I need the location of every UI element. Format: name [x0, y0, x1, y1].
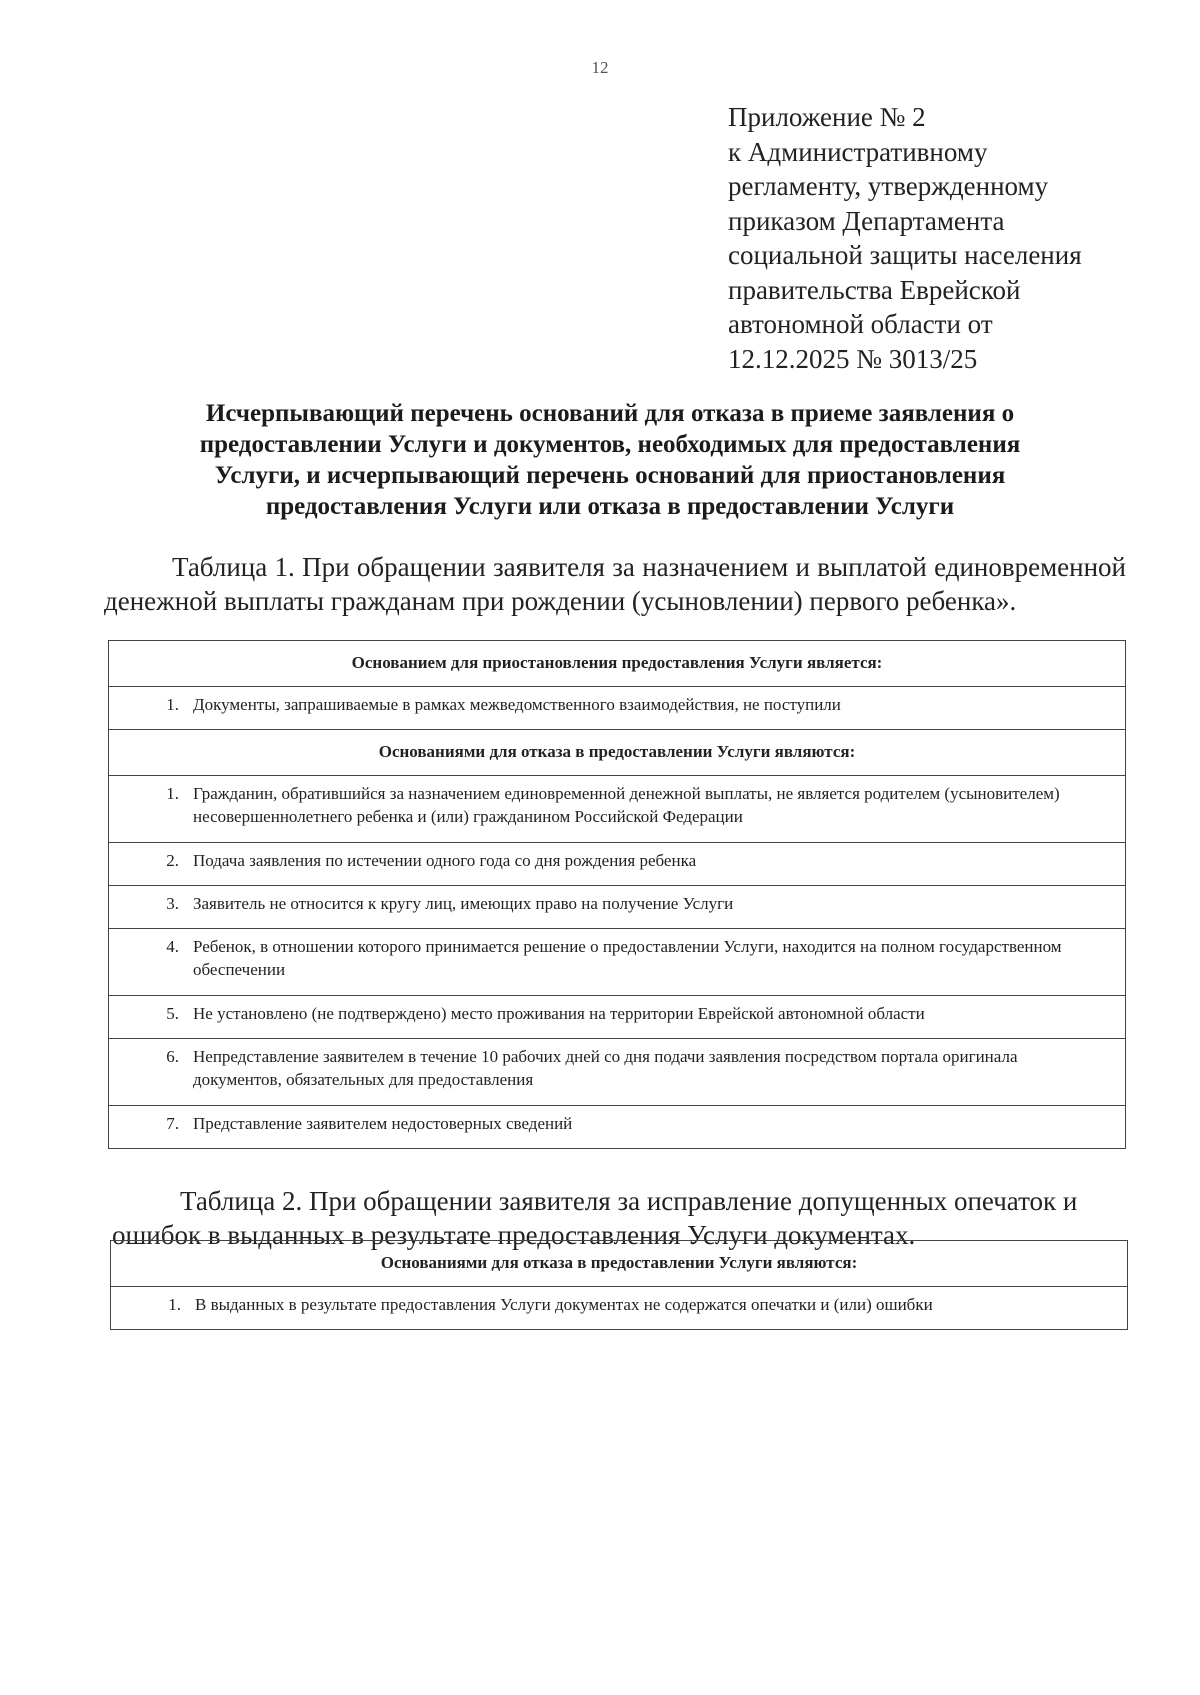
table-row: [109, 843, 1126, 886]
table2-caption: Таблица 2. При обращении заявителя за исправление допущенных опечаток и ошибок в выданных в результате предоставления Услуги документах.: [112, 1186, 1078, 1250]
table-row: [109, 886, 1126, 929]
table-row: [109, 929, 1126, 996]
table1-caption: Таблица 1. При обращении заявителя за назначением и выплатой единовременной денежной выплаты гражданам при рождении (усыновлении) первого ребенка».: [104, 552, 1126, 616]
appendix-line: социальной защиты населения: [728, 240, 1082, 270]
table-row: [111, 1287, 1128, 1330]
row-text: Заявитель не относится к кругу лиц, имеющих право на получение Услуги: [193, 894, 734, 913]
row-text: Не установлено (не подтверждено) место проживания на территории Еврейской автономной области: [193, 1004, 925, 1023]
row-number: 1.: [168, 1295, 181, 1314]
appendix-line: к Административному: [728, 136, 988, 167]
row-number: 3.: [166, 894, 179, 913]
refusal-header: Основаниями для отказа в предоставлении Услуги являются:: [111, 1241, 1128, 1287]
row-number: 6.: [166, 1047, 179, 1066]
row-text: Представление заявителем недостоверных сведений: [193, 1114, 573, 1133]
table-row: [109, 996, 1126, 1039]
row-number: 2.: [166, 851, 179, 870]
document-title: [110, 398, 1110, 522]
row-text: Документы, запрашиваемые в рамках межведомственного взаимодействия, не поступили: [193, 695, 841, 714]
appendix-reference: [728, 100, 1128, 376]
table-row: [109, 1106, 1126, 1149]
suspension-header: Основанием для приостановления предоставления Услуги является:: [109, 641, 1126, 687]
row-text: Гражданин, обратившийся за назначением единовременной денежной выплаты, не является родителем (усыновителем) несовершеннолетнего ребенка и (или) гражданином Российской Федерации: [193, 784, 1060, 826]
appendix-line: 12.12.2025 № 3013/25: [728, 343, 978, 374]
row-number: 4.: [166, 937, 179, 956]
table2: [110, 1240, 1128, 1330]
row-number: 1.: [166, 784, 179, 803]
row-number: 1.: [166, 695, 179, 714]
appendix-line: приказом Департамента: [728, 205, 1005, 236]
row-text: Непредставление заявителем в течение 10 рабочих дней со дня подачи заявления посредством портала оригинала документов, обязательных для предоставления: [193, 1047, 1018, 1089]
row-number: 5.: [166, 1004, 179, 1023]
table-row: [109, 687, 1126, 730]
appendix-line: регламенту, утвержденному: [728, 171, 1049, 201]
table-row: [109, 776, 1126, 843]
title-line: предоставления Услуги или отказа в предоставлении Услуги: [265, 493, 955, 520]
row-number: 7.: [166, 1114, 179, 1133]
appendix-line: Приложение № 2: [728, 102, 926, 132]
title-line: предоставлении Услуги и документов, необходимых для предоставления: [199, 431, 1021, 458]
refusal-header: Основаниями для отказа в предоставлении Услуги являются:: [109, 730, 1126, 776]
page-number: 12: [591, 58, 609, 77]
appendix-line: автономной области от: [728, 309, 993, 339]
appendix-line: правительства Еврейской: [728, 274, 1021, 305]
title-line: Услуги, и исчерпывающий перечень оснований для приостановления: [214, 462, 1006, 489]
table1: [108, 640, 1126, 1149]
row-text: Подача заявления по истечении одного года со дня рождения ребенка: [193, 851, 697, 870]
row-text: Ребенок, в отношении которого принимается решение о предоставлении Услуги, находится на полном государственном обеспечении: [193, 937, 1062, 979]
row-text: В выданных в результате предоставления Услуги документах не содержатся опечатки и (или) ошибки: [195, 1295, 933, 1314]
table-row: [109, 1039, 1126, 1106]
title-line: Исчерпывающий перечень оснований для отказа в приеме заявления о: [205, 400, 1015, 427]
